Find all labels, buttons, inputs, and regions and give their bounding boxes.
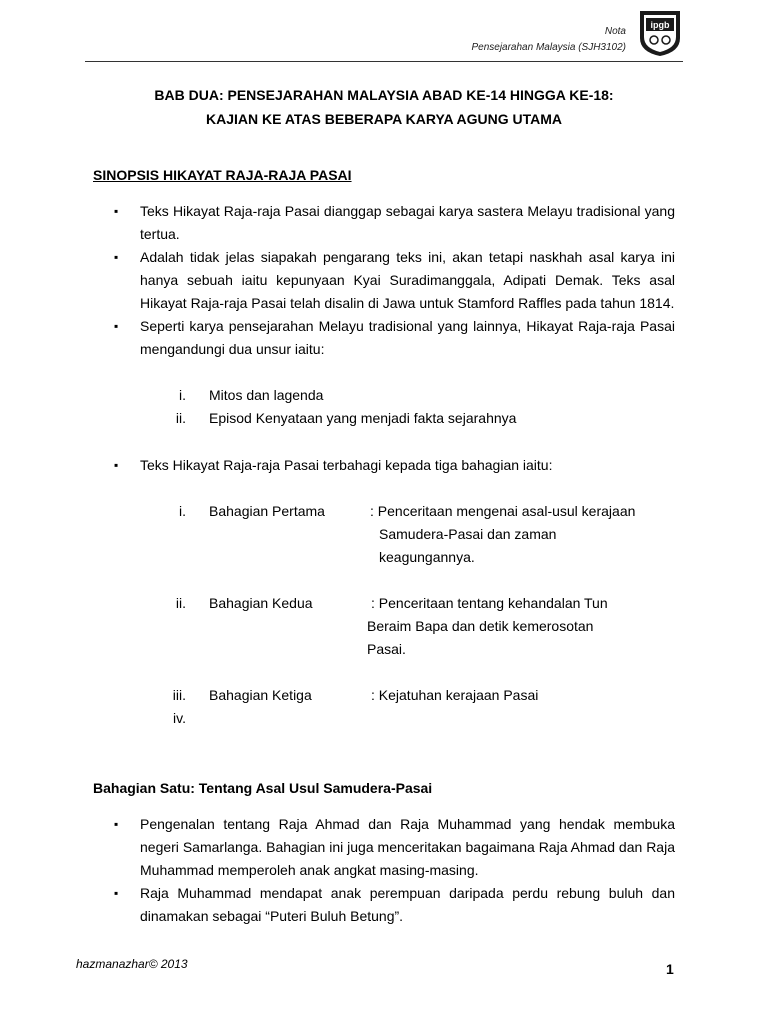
- page-number: 1: [666, 961, 674, 977]
- list-number: iv.: [173, 710, 186, 726]
- part-title: Bahagian Pertama: [209, 503, 325, 519]
- part-desc: Pasai.: [367, 641, 406, 657]
- bullet-item: ▪ Adalah tidak jelas siapakah pengarang teks ini, akan tetapi naskhah asal karya ini hanya sebuah iaitu kepunyaan Kyai Suradimanggala, Adipati Demak. Teks asal Hikayat Raja-raja Pasai telah disalin di Jawa untuk Stamford Raffles pada tahun 1814.: [140, 246, 675, 315]
- bullet-item: ▪ Teks Hikayat Raja-raja Pasai dianggap sebagai karya sastera Melayu tradisional yang tertua.: [140, 200, 675, 246]
- footer-author: hazmanazhar© 2013: [76, 957, 188, 971]
- part-desc: : Penceritaan tentang kehandalan Tun: [371, 595, 608, 611]
- part-desc: Samudera-Pasai dan zaman: [379, 526, 557, 542]
- part-desc: : Kejatuhan kerajaan Pasai: [371, 687, 539, 703]
- chapter-title-line2: KAJIAN KE ATAS BEBERAPA KARYA AGUNG UTAMA: [206, 111, 562, 127]
- list-number: iii.: [172, 687, 186, 703]
- section-heading-bahagian-satu: Bahagian Satu: Tentang Asal Usul Samudera-Pasai: [93, 780, 433, 796]
- list-item: Mitos dan lagenda: [209, 387, 324, 403]
- institute-logo: [636, 8, 684, 58]
- bullet-item: ▪ Pengenalan tentang Raja Ahmad dan Raja Muhammad yang hendak membuka negeri Samarlanga. Bahagian ini juga menceritakan bagaimana Raja Ahmad dan Raja Muhammad memperoleh anak angkat masing-masing.: [140, 813, 675, 882]
- header-rule: [85, 61, 683, 62]
- part-title: Bahagian Kedua: [209, 595, 313, 611]
- section-heading-sinopsis: SINOPSIS HIKAYAT RAJA-RAJA PASAI: [93, 167, 352, 183]
- list-item: Episod Kenyataan yang menjadi fakta sejarahnya: [209, 410, 517, 426]
- part-desc: Beraim Bapa dan detik kemerosotan: [367, 618, 594, 634]
- list-number: ii.: [175, 410, 186, 426]
- header-course: Pensejarahan Malaysia (SJH3102): [471, 42, 626, 53]
- header-note: Nota: [604, 26, 626, 37]
- part-title: Bahagian Ketiga: [209, 687, 312, 703]
- list-number: i.: [179, 503, 186, 519]
- bullet-item: ▪ Raja Muhammad mendapat anak perempuan daripada perdu rebung buluh dan dinamakan sebagai “Puteri Buluh Betung”.: [140, 882, 675, 928]
- part-desc: : Penceritaan mengenai asal-usul kerajaan: [370, 503, 636, 519]
- logo-text: ipgb: [650, 20, 670, 30]
- chapter-title-line1: BAB DUA: PENSEJARAHAN MALAYSIA ABAD KE-14 HINGGA KE-18:: [154, 87, 614, 103]
- list-number: ii.: [175, 595, 186, 611]
- list-number: i.: [179, 387, 186, 403]
- bullet-item: ▪ Teks Hikayat Raja-raja Pasai terbahagi kepada tiga bahagian iaitu:: [140, 454, 675, 477]
- part-desc: keagungannya.: [379, 549, 475, 565]
- bullet-item: ▪ Seperti karya pensejarahan Melayu tradisional yang lainnya, Hikayat Raja-raja Pasai mengandungi dua unsur iaitu:: [140, 315, 675, 361]
- running-header: [471, 24, 626, 56]
